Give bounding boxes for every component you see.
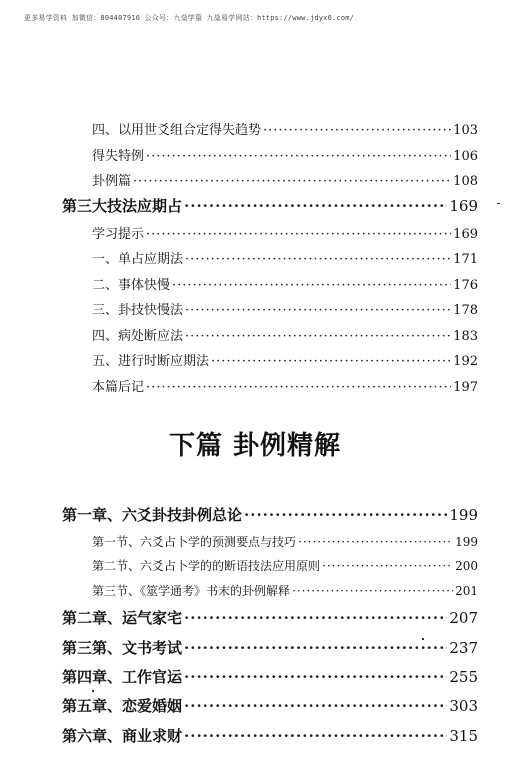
toc-leader-dots bbox=[146, 380, 451, 395]
toc-entry-label: 第三大技法应期占 bbox=[62, 197, 183, 215]
toc-entry-label: 本篇后记 bbox=[92, 380, 145, 395]
toc-entry-page: 178 bbox=[453, 303, 478, 318]
toc-entry[interactable] bbox=[92, 533, 478, 550]
toc-entry-label: 四、病处断应法 bbox=[92, 329, 184, 344]
toc-chapter-entry[interactable] bbox=[62, 725, 478, 746]
toc-entry-label: 二、事体快慢 bbox=[92, 278, 171, 293]
toc-leader-dots bbox=[211, 354, 451, 369]
toc-leader-dots bbox=[184, 727, 447, 745]
toc-entry-page: 255 bbox=[449, 668, 478, 686]
toc-entry[interactable] bbox=[92, 582, 478, 599]
toc-entry-label: 卦例篇 bbox=[92, 174, 132, 189]
toc-entry-page: 176 bbox=[453, 278, 478, 293]
toc-entry[interactable] bbox=[92, 376, 478, 395]
toc-entry[interactable] bbox=[92, 170, 478, 189]
toc-entry-page: 183 bbox=[453, 329, 478, 344]
toc-entry-page: 171 bbox=[453, 252, 478, 267]
toc-leader-dots bbox=[184, 609, 447, 627]
toc-chapter-entry[interactable] bbox=[62, 637, 478, 658]
toc-entry[interactable] bbox=[92, 325, 478, 344]
scan-speck bbox=[422, 638, 424, 640]
toc-entry-label: 第三第、文书考试 bbox=[62, 639, 183, 657]
toc-entry-page: 192 bbox=[453, 354, 478, 369]
toc-entry-label: 得失特例 bbox=[92, 149, 145, 164]
scan-speck bbox=[92, 690, 94, 692]
toc-chapter-entry[interactable] bbox=[62, 607, 478, 628]
toc-leader-dots bbox=[133, 174, 451, 189]
toc-entry-label: 第五章、恋爱婚姻 bbox=[62, 697, 183, 715]
toc-leader-dots bbox=[146, 149, 451, 164]
toc-leader-dots bbox=[184, 697, 447, 715]
toc-leader-dots bbox=[185, 329, 451, 344]
toc-entry-label: 第一章、六爻卦技卦例总论 bbox=[62, 506, 243, 524]
toc-entry-page: 199 bbox=[449, 506, 478, 524]
toc-leader-dots bbox=[146, 227, 451, 242]
toc-entry-page: 169 bbox=[453, 227, 478, 242]
toc-entry-label: 第二章、运气家宅 bbox=[62, 609, 183, 627]
toc-leader-dots bbox=[184, 639, 447, 657]
toc-leader-dots bbox=[172, 278, 451, 293]
toc-entry-label: 第三节、《筮学通考》书末的卦例解释 bbox=[92, 584, 291, 598]
toc-entry-page: 103 bbox=[453, 123, 478, 138]
toc-entry-page: 199 bbox=[455, 535, 478, 549]
toc-entry-label: 五、进行时断应期法 bbox=[92, 354, 210, 369]
toc-leader-dots bbox=[184, 197, 447, 215]
toc-entry[interactable] bbox=[92, 223, 478, 242]
toc-entry-page: 303 bbox=[449, 697, 478, 715]
toc-entry[interactable] bbox=[92, 274, 478, 293]
toc-entry[interactable] bbox=[92, 119, 478, 138]
toc-entry-label: 三、卦技快慢法 bbox=[92, 303, 184, 318]
toc-chapter-entry[interactable] bbox=[62, 695, 478, 716]
toc-entry-page: 201 bbox=[455, 584, 478, 598]
toc-entry[interactable] bbox=[92, 350, 478, 369]
toc-entry-label: 第四章、工作官运 bbox=[62, 668, 183, 686]
toc-entry-label: 学习提示 bbox=[92, 227, 145, 242]
toc-leader-dots bbox=[263, 123, 451, 138]
toc-leader-dots bbox=[185, 303, 451, 318]
toc-entry-page: 106 bbox=[453, 149, 478, 164]
toc-leader-dots bbox=[322, 559, 453, 573]
toc-entry-page: 207 bbox=[449, 609, 478, 627]
toc-entry-label: 第二节、六爻占卜学的的断语技法应用原则 bbox=[92, 559, 321, 573]
toc-entry-page: 237 bbox=[449, 639, 478, 657]
toc-leader-dots bbox=[244, 506, 447, 524]
toc-chapter-entry[interactable] bbox=[62, 666, 478, 687]
toc-entry[interactable] bbox=[92, 248, 478, 267]
page-header-watermark: 更多易学资料 加微信：804407916 公众号：九燊学篁 九燊易学网站：https://www.jdyx6.com/ bbox=[24, 14, 355, 22]
toc-entry-page: 197 bbox=[453, 380, 478, 395]
toc-entry-page: 200 bbox=[455, 559, 478, 573]
toc-chapter-entry[interactable] bbox=[62, 195, 478, 216]
toc-entry-page: 169 bbox=[449, 197, 478, 215]
toc-leader-dots bbox=[298, 535, 453, 549]
toc-leader-dots bbox=[185, 252, 451, 267]
toc-leader-dots bbox=[184, 668, 447, 686]
toc-entry[interactable] bbox=[92, 299, 478, 318]
toc-chapter-entry[interactable] bbox=[62, 504, 478, 525]
toc-entry-label: 四、以用世爻组合定得失趋势 bbox=[92, 123, 262, 138]
toc-entry[interactable] bbox=[92, 145, 478, 164]
toc-entry-page: 108 bbox=[453, 174, 478, 189]
toc-entry-label: 一、单占应期法 bbox=[92, 252, 184, 267]
scan-speck bbox=[497, 203, 500, 204]
toc-entry-label: 第六章、商业求财 bbox=[62, 727, 183, 745]
toc-leader-dots bbox=[292, 584, 453, 598]
toc-entry-page: 315 bbox=[449, 727, 478, 745]
part-heading: 下篇 卦例精解 bbox=[168, 431, 342, 461]
toc-entry-label: 第一节、六爻占卜学的预测要点与技巧 bbox=[92, 535, 297, 549]
toc-entry[interactable] bbox=[92, 557, 478, 574]
